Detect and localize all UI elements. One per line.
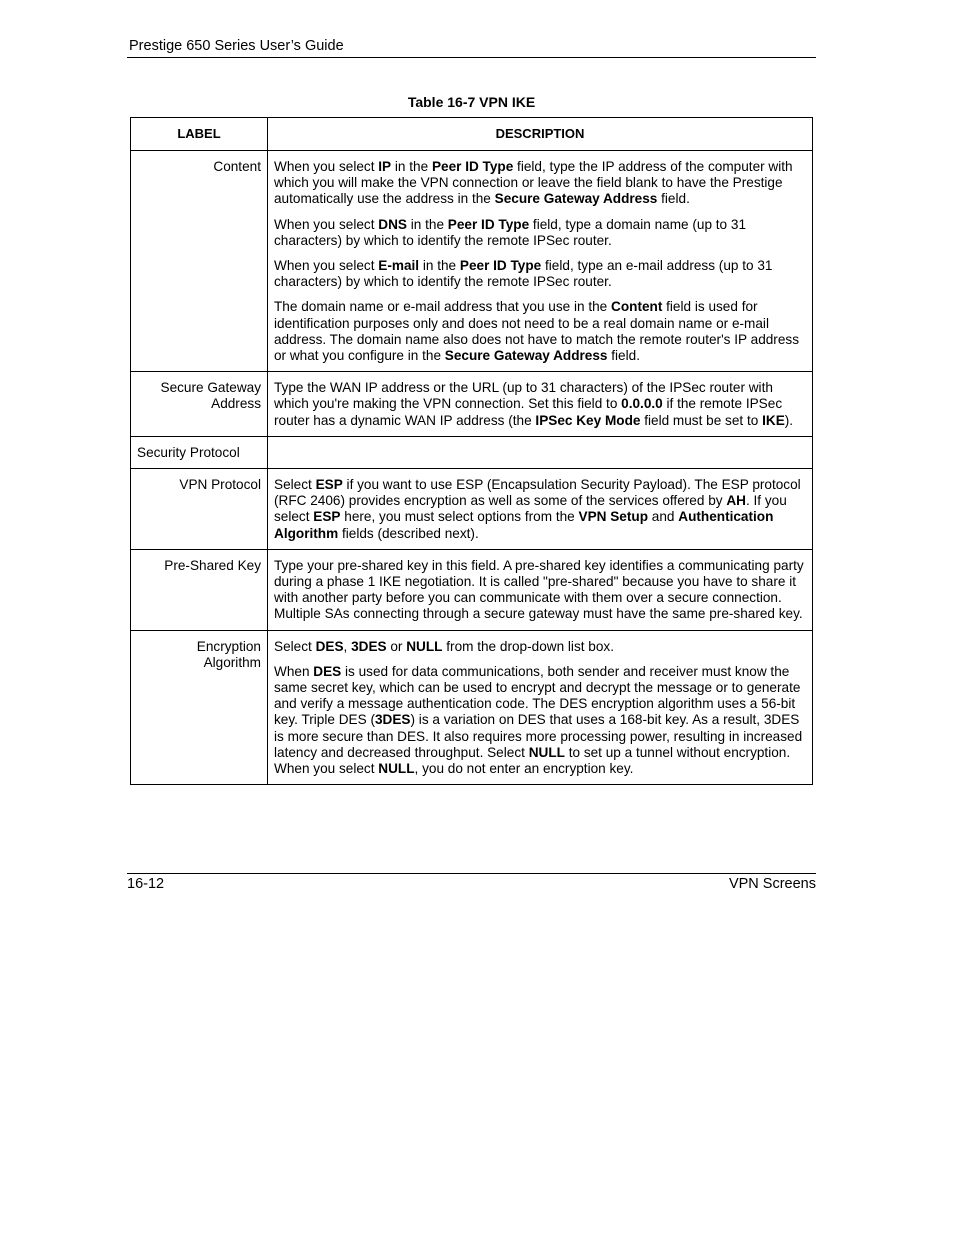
row-description [268,469,813,550]
description-column-header: DESCRIPTION [268,118,813,151]
text-run: field must be set to [640,412,763,428]
description-paragraph [274,159,806,208]
text-run: When you select [274,216,379,232]
bold-term: Peer ID Type [447,216,530,232]
bold-term: IPSec Key Mode [535,412,641,428]
text-run: ) is a variation on DES that uses a 168-bit key. As a result, 3DES is more secure than DES. It also requires more processing power, resulting in increased latency and decreased throughput. Select [274,712,803,760]
row-label: VPN Protocol [131,469,268,550]
text-run: When [274,663,314,679]
text-run: in the [406,216,448,232]
description-paragraph [274,558,806,623]
row-label: Encryption Algorithm [131,630,268,785]
label-column-header: LABEL [131,118,268,151]
text-run: here, you must select options from the [340,509,579,525]
text-run: field, type an e-mail address (up to 31 characters) by which to identify the remote IPSec router. [274,258,773,290]
bold-term: DES [315,638,344,654]
page-header [127,37,816,58]
bold-term: 3DES [351,638,387,654]
text-run: , [343,638,352,654]
bold-term: Peer ID Type [459,258,542,274]
text-run: field, type the IP address of the computer with which you will make the VPN connection or leave the field blank to have the Prestige automatically use the address in the [274,159,793,207]
description-paragraph [274,664,806,777]
table-row [131,469,813,550]
row-label: Pre-Shared Key [131,549,268,630]
text-run: or [386,638,407,654]
text-run: if the remote IPSec router has a dynamic WAN IP address (the [274,396,783,428]
description-paragraph [274,639,806,655]
text-run: and [648,509,679,525]
bold-term: NULL [528,744,565,760]
table-row [131,630,813,785]
row-label: Security Protocol [131,436,268,468]
text-run: is used for data communications, both sender and receiver must know the same secret key, which can be used to encrypt and decrypt the message or to generate and verify a message authentication code. The DES encryption algorithm uses a 56-bit key. Triple DES ( [274,663,801,728]
section-name: VPN Screens [728,876,816,892]
bold-term: IKE [762,412,785,428]
row-description [268,549,813,630]
bold-term: NULL [406,638,443,654]
table-row [131,151,813,372]
bold-term: Peer ID Type [431,159,514,174]
bold-term: E-mail [378,258,420,274]
table-row [131,436,813,468]
text-run: Select [274,477,316,493]
text-run: The domain name or e-mail address that you use in the [274,299,612,315]
text-run: fields (described next). [338,525,479,541]
bold-term: DNS [378,216,407,232]
table-row [131,372,813,437]
bold-term: Secure Gateway Address [444,348,608,364]
description-paragraph [274,217,806,249]
page-number: 16-12 [127,876,165,892]
text-run: Type the WAN IP address or the URL (up to 31 characters) of the IPSec router with which you're making the VPN connection. Set this field to [274,380,773,412]
text-run: field is used for identification purposes only and does not need to be a real domain name or e-mail address. The domain name also does not have to match the remote router's IP address or what you configure in the [274,299,799,364]
vpn-ike-table [130,117,813,785]
row-description [268,151,813,372]
text-run: ). [784,412,794,428]
row-description [268,630,813,785]
bold-term: 3DES [374,712,411,728]
text-run: . If you select [274,493,787,525]
text-run: if you want to use ESP (Encapsulation Security Payload). The ESP protocol (RFC 2406) provides encryption as well as some of the services offered by [274,477,801,509]
text-run: field. [607,348,640,364]
bold-term: DES [313,663,342,679]
bold-term: VPN Setup [578,509,649,525]
table-row [131,549,813,630]
description-paragraph [274,258,806,290]
page-footer [127,873,816,894]
guide-title: Prestige 650 Series User’s Guide [129,38,344,54]
text-run: When you select [274,258,379,274]
row-label: Content [131,151,268,372]
row-label: Secure Gateway Address [131,372,268,437]
text-run: , you do not enter an encryption key. [414,761,634,777]
row-description [268,372,813,437]
text-run: field. [657,191,690,207]
text-run: When you select [274,159,379,174]
bold-term: 0.0.0.0 [621,396,663,412]
bold-term: IP [378,159,392,174]
text-run: in the [419,258,460,274]
bold-term: ESP [315,477,343,493]
bold-term: Content [611,299,663,315]
text-run: in the [391,159,432,174]
text-run: Select [274,638,316,654]
bold-term: NULL [378,761,415,777]
description-paragraph [274,299,806,364]
bold-term: ESP [313,509,341,525]
bold-term: Authentication Algorithm [274,509,774,541]
text-run: field, type a domain name (up to 31 characters) by which to identify the remote IPSec router. [274,216,747,248]
row-description [268,436,813,468]
table-title: Table 16-7 VPN IKE [407,94,536,110]
table-body [131,151,813,785]
bold-term: Secure Gateway Address [494,191,658,207]
description-paragraph [274,477,806,542]
text-run: from the drop-down list box. [442,638,614,654]
table-header-row [131,118,813,151]
bold-term: AH [726,493,746,509]
text-run: Type your pre-shared key in this field. A pre-shared key identifies a communicating party during a phase 1 IKE negotiation. It is called "pre-shared" because you have to share it with another party before you can communicate with them over a secure connection. Multiple SAs connecting through a secure gateway must have the same pre-shared key. [274,557,804,622]
text-run: to set up a tunnel without encryption. When you select [274,744,791,777]
description-paragraph [274,380,806,429]
